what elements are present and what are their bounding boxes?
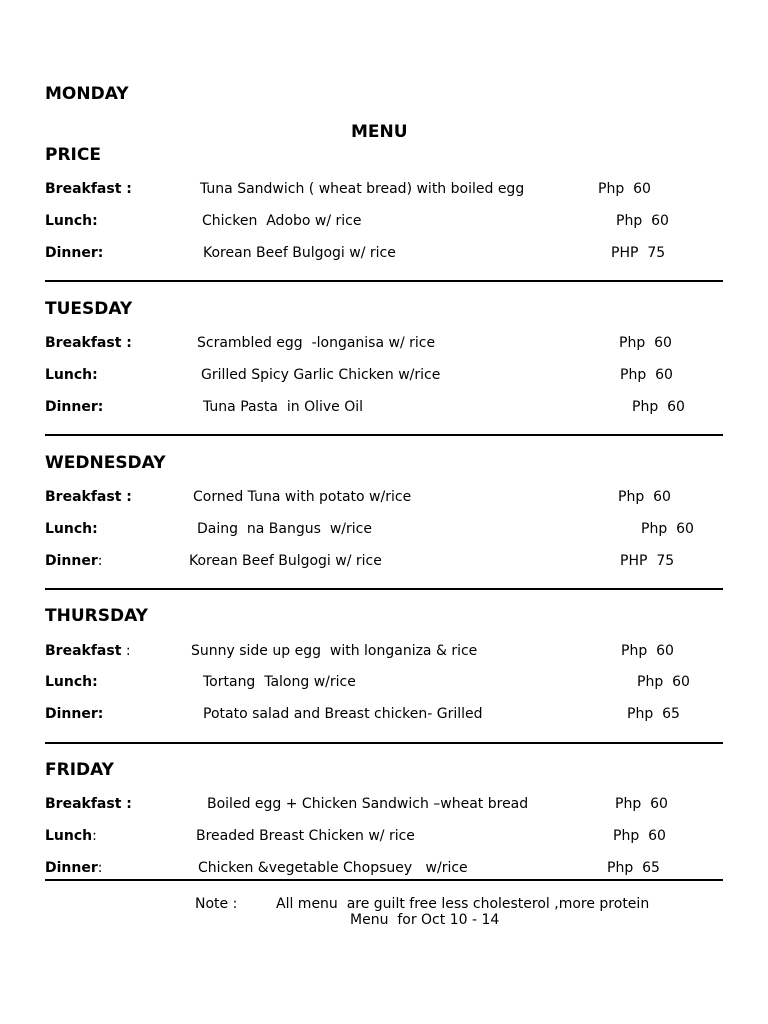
- meal-label: Lunch:: [45, 367, 98, 383]
- menu-dates: Menu for Oct 10 - 14: [350, 912, 500, 928]
- meal-label: Dinner:: [45, 245, 104, 261]
- meal-item: Boiled egg + Chicken Sandwich –wheat bread: [207, 796, 529, 812]
- meal-item: Corned Tuna with potato w/rice: [193, 489, 412, 505]
- meal-price: Php 60: [641, 521, 694, 537]
- meal-label: Dinner:: [45, 860, 103, 876]
- note-label: Note :: [195, 896, 238, 912]
- section-divider: [45, 434, 723, 436]
- meal-item: Chicken &vegetable Chopsuey w/rice: [198, 860, 468, 876]
- meal-price: Php 60: [616, 213, 669, 229]
- meal-label: Lunch:: [45, 213, 98, 229]
- meal-label: Lunch:: [45, 674, 98, 690]
- section-divider: [45, 742, 723, 744]
- meal-label: Breakfast :: [45, 796, 132, 812]
- meal-label: Breakfast :: [45, 335, 132, 351]
- meal-price: Php 60: [618, 489, 671, 505]
- day-heading-thursday: THURSDAY: [45, 606, 148, 626]
- meal-item: Tuna Pasta in Olive Oil: [203, 399, 364, 415]
- meal-item: Tuna Sandwich ( wheat bread) with boiled egg: [200, 181, 525, 197]
- meal-price: Php 60: [632, 399, 685, 415]
- section-divider: [45, 879, 723, 881]
- meal-item: Sunny side up egg with longaniza & rice: [191, 643, 478, 659]
- meal-label: Breakfast :: [45, 181, 132, 197]
- menu-title: MENU: [351, 122, 408, 142]
- price-heading: PRICE: [45, 145, 101, 165]
- meal-label: Dinner:: [45, 399, 104, 415]
- meal-price: PHP 75: [620, 553, 675, 569]
- meal-item: Scrambled egg -longanisa w/ rice: [197, 335, 436, 351]
- day-heading-tuesday: TUESDAY: [45, 299, 133, 319]
- meal-price: Php 60: [598, 181, 651, 197]
- meal-item: Breaded Breast Chicken w/ rice: [196, 828, 415, 844]
- meal-price: Php 60: [619, 335, 672, 351]
- meal-price: Php 65: [627, 706, 680, 722]
- meal-price: Php 60: [620, 367, 673, 383]
- meal-label: Dinner:: [45, 553, 103, 569]
- day-heading-monday: MONDAY: [45, 84, 129, 104]
- meal-label: Breakfast :: [45, 489, 132, 505]
- meal-price: Php 60: [637, 674, 690, 690]
- meal-price: PHP 75: [611, 245, 666, 261]
- meal-item: Korean Beef Bulgogi w/ rice: [203, 245, 396, 261]
- meal-label: Breakfast :: [45, 643, 131, 659]
- meal-item: Chicken Adobo w/ rice: [202, 213, 362, 229]
- section-divider: [45, 588, 723, 590]
- meal-item: Korean Beef Bulgogi w/ rice: [189, 553, 382, 569]
- meal-item: Tortang Talong w/rice: [203, 674, 356, 690]
- meal-price: Php 60: [615, 796, 668, 812]
- section-divider: [45, 280, 723, 282]
- meal-item: Daing na Bangus w/rice: [197, 521, 372, 537]
- meal-label: Lunch:: [45, 521, 98, 537]
- meal-item: Potato salad and Breast chicken- Grilled: [203, 706, 483, 722]
- meal-price: Php 60: [613, 828, 666, 844]
- note-text: All menu are guilt free less cholesterol ,more protein: [276, 896, 650, 912]
- day-heading-friday: FRIDAY: [45, 760, 114, 780]
- meal-label: Dinner:: [45, 706, 104, 722]
- day-heading-wednesday: WEDNESDAY: [45, 453, 166, 473]
- meal-price: Php 65: [607, 860, 660, 876]
- meal-item: Grilled Spicy Garlic Chicken w/rice: [201, 367, 441, 383]
- meal-price: Php 60: [621, 643, 674, 659]
- meal-label: Lunch:: [45, 828, 97, 844]
